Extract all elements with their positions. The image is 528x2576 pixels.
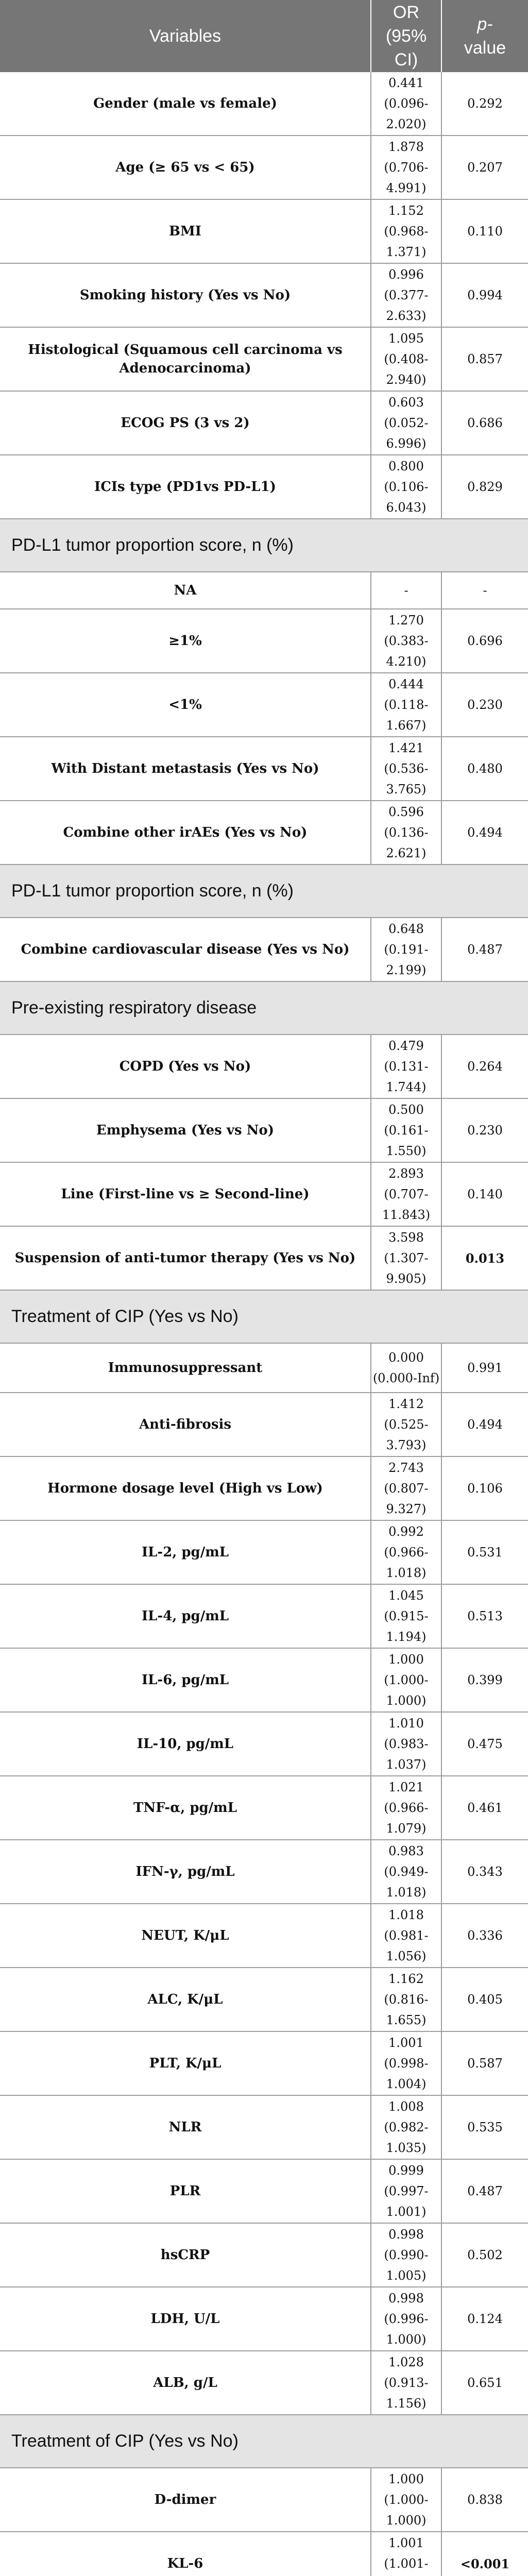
odds-ratio-value: 0.500 — [388, 1103, 424, 1117]
confidence-interval: (1.000-1.000) — [384, 2493, 429, 2528]
odds-ratio-value: 1.001 — [388, 2536, 424, 2550]
table-row — [0, 2095, 528, 2159]
odds-ratio-cell — [371, 572, 441, 609]
odds-ratio-value: 1.421 — [388, 741, 424, 755]
header-variables-label: Variables — [149, 26, 222, 46]
p-value: 0.535 — [441, 2095, 528, 2159]
header-variables — [0, 0, 371, 72]
variable-label: Gender (male vs female) — [0, 72, 371, 135]
confidence-interval: (0.191-2.199) — [384, 942, 429, 977]
odds-ratio-cell — [371, 1904, 441, 1968]
variable-label: PLT, K/μL — [0, 2031, 371, 2095]
odds-ratio-cell — [371, 455, 441, 519]
table-row — [0, 737, 528, 801]
odds-ratio-cell — [371, 1968, 441, 2031]
odds-ratio-value: 0.992 — [388, 1524, 424, 1539]
odds-ratio-value: 0.648 — [388, 922, 424, 936]
confidence-interval: (0.706-4.991) — [384, 160, 429, 195]
odds-ratio-cell — [371, 2031, 441, 2095]
header-value-label: value — [464, 38, 506, 58]
odds-ratio-value: 1.095 — [388, 331, 424, 346]
odds-ratio-value: 1.028 — [388, 2355, 424, 2369]
confidence-interval: (0.807-9.327) — [384, 1481, 429, 1516]
variable-label: IL-10, pg/mL — [0, 1712, 371, 1776]
variable-label: Smoking history (Yes vs No) — [0, 263, 371, 327]
odds-ratio-value: 0.479 — [388, 1039, 424, 1053]
p-value: 0.336 — [441, 1904, 528, 1968]
odds-ratio-value: 0.800 — [388, 459, 424, 473]
odds-ratio-cell — [371, 1456, 441, 1520]
odds-ratio-cell — [371, 1343, 441, 1393]
odds-ratio-value: 1.000 — [388, 2472, 424, 2486]
confidence-interval: (0.966-1.079) — [384, 1801, 429, 1836]
header-or-label: OR — [393, 3, 419, 22]
p-value: 0.106 — [441, 1456, 528, 1520]
odds-ratio-value: 0.441 — [388, 76, 424, 90]
confidence-interval: (1.001- — [384, 2556, 429, 2571]
confidence-interval: (0.536-3.765) — [384, 761, 429, 796]
variable-label: ECOG PS (3 vs 2) — [0, 391, 371, 455]
odds-ratio-value: 0.983 — [388, 1844, 424, 1858]
table-row — [0, 2159, 528, 2223]
table-row — [0, 2351, 528, 2415]
variable-label: BMI — [0, 199, 371, 263]
table-row — [0, 1776, 528, 1840]
odds-ratio-cell — [371, 918, 441, 981]
p-value: 0.230 — [441, 673, 528, 737]
table-row — [0, 391, 528, 455]
odds-ratio-value: 0.999 — [388, 2163, 424, 2178]
confidence-interval: (0.096-2.020) — [384, 96, 429, 131]
table-row — [0, 673, 528, 737]
section-title: Treatment of CIP (Yes vs No) — [0, 2415, 528, 2468]
table-row — [0, 572, 528, 609]
confidence-interval: (0.408-2.940) — [384, 352, 429, 387]
table-row — [0, 609, 528, 673]
variable-label: IL-2, pg/mL — [0, 1520, 371, 1584]
section-header-row — [0, 1290, 528, 1343]
table-row — [0, 1393, 528, 1456]
confidence-interval: (0.000-Inf) — [372, 1371, 440, 1385]
odds-ratio-value: 1.152 — [388, 204, 424, 218]
odds-ratio-cell — [371, 2223, 441, 2287]
header-ci-label: (95% CI) — [385, 26, 427, 70]
odds-ratio-value: 1.010 — [388, 1716, 424, 1731]
p-value: 0.399 — [441, 1648, 528, 1712]
table-row — [0, 2223, 528, 2287]
variable-label: <1% — [0, 673, 371, 737]
variable-label: Age (≥ 65 vs < 65) — [0, 135, 371, 199]
odds-ratio-cell — [371, 609, 441, 673]
header-or — [371, 0, 441, 72]
table-row — [0, 1968, 528, 2031]
odds-ratio-value: 1.412 — [388, 1397, 424, 1411]
odds-ratio-cell — [371, 1162, 441, 1226]
confidence-interval: (0.052-6.996) — [384, 416, 429, 451]
odds-ratio-cell — [371, 391, 441, 455]
confidence-interval: (1.307-9.905) — [384, 1251, 429, 1286]
table-row — [0, 1226, 528, 1290]
table-body — [0, 72, 528, 2576]
confidence-interval: (0.525-3.793) — [384, 1417, 429, 1452]
variable-label: NA — [0, 572, 371, 609]
header-p-label: p- — [477, 14, 493, 34]
confidence-interval: (1.000-1.000) — [384, 1673, 429, 1708]
odds-ratio-cell — [371, 1712, 441, 1776]
variable-label: Anti-fibrosis — [0, 1393, 371, 1456]
p-value: 0.587 — [441, 2031, 528, 2095]
odds-ratio-value: 1.000 — [388, 1652, 424, 1667]
table-row — [0, 1584, 528, 1648]
confidence-interval: (0.136-2.621) — [384, 825, 429, 860]
table-row — [0, 1520, 528, 1584]
odds-ratio-cell — [371, 1520, 441, 1584]
p-value: 0.292 — [441, 72, 528, 135]
odds-ratio-cell — [371, 801, 441, 865]
confidence-interval: (0.161-1.550) — [384, 1123, 429, 1158]
odds-ratio-value: - — [404, 583, 408, 598]
p-value: 0.124 — [441, 2287, 528, 2351]
odds-ratio-cell — [371, 2287, 441, 2351]
odds-ratio-value: 1.162 — [388, 1972, 424, 1986]
odds-ratio-cell — [371, 2095, 441, 2159]
odds-ratio-cell — [371, 199, 441, 263]
variable-label: With Distant metastasis (Yes vs No) — [0, 737, 371, 801]
odds-ratio-value: 0.596 — [388, 805, 424, 819]
table-row — [0, 918, 528, 981]
odds-ratio-cell — [371, 1584, 441, 1648]
table-row — [0, 135, 528, 199]
variable-label: Combine cardiovascular disease (Yes vs No) — [0, 918, 371, 981]
confidence-interval: (0.377-2.633) — [384, 288, 429, 323]
odds-ratio-value: 1.878 — [388, 140, 424, 154]
variable-label: COPD (Yes vs No) — [0, 1035, 371, 1098]
section-title: PD-L1 tumor proportion score, n (%) — [0, 865, 528, 918]
odds-ratio-value: 1.001 — [388, 2036, 424, 2050]
p-value: 0.230 — [441, 1098, 528, 1162]
variable-label: IL-4, pg/mL — [0, 1584, 371, 1648]
section-header-row — [0, 981, 528, 1035]
confidence-interval: (0.997-1.001) — [384, 2184, 429, 2219]
p-value: 0.207 — [441, 135, 528, 199]
p-value: 0.502 — [441, 2223, 528, 2287]
p-value: 0.686 — [441, 391, 528, 455]
variable-label: Emphysema (Yes vs No) — [0, 1098, 371, 1162]
p-value: 0.013 — [441, 1226, 528, 1290]
confidence-interval: (0.981-1.056) — [384, 1928, 429, 1963]
p-value: 0.405 — [441, 1968, 528, 2031]
odds-ratio-cell — [371, 737, 441, 801]
p-value: 0.838 — [441, 2468, 528, 2532]
confidence-interval: (0.996-1.000) — [384, 2312, 429, 2347]
variable-label: Suspension of anti-tumor therapy (Yes vs No) — [0, 1226, 371, 1290]
p-value: 0.494 — [441, 801, 528, 865]
odds-ratio-cell — [371, 1035, 441, 1098]
variable-label: ≥1% — [0, 609, 371, 673]
header-p-value — [441, 0, 528, 72]
table-row — [0, 263, 528, 327]
section-title: Pre-existing respiratory disease — [0, 981, 528, 1035]
variable-label: Line (First-line vs ≥ Second-line) — [0, 1162, 371, 1226]
table-row — [0, 327, 528, 391]
section-title: Treatment of CIP (Yes vs No) — [0, 1290, 528, 1343]
odds-ratio-value: 1.021 — [388, 1780, 424, 1794]
confidence-interval: (0.106-6.043) — [384, 480, 429, 515]
p-value: 0.531 — [441, 1520, 528, 1584]
odds-ratio-value: 0.603 — [388, 395, 424, 410]
odds-ratio-value: 1.270 — [388, 613, 424, 628]
variable-label: Combine other irAEs (Yes vs No) — [0, 801, 371, 865]
odds-ratio-cell — [371, 2532, 441, 2576]
odds-ratio-value: 0.444 — [388, 677, 424, 691]
section-header-row — [0, 865, 528, 918]
variable-label: D-dimer — [0, 2468, 371, 2532]
confidence-interval: (0.915-1.194) — [384, 1609, 429, 1644]
odds-ratio-cell — [371, 1226, 441, 1290]
variable-label: ALC, K/μL — [0, 1968, 371, 2031]
confidence-interval: (0.983-1.037) — [384, 1737, 429, 1772]
variable-label: ICIs type (PD1vs PD-L1) — [0, 455, 371, 519]
variable-label: ALB, g/L — [0, 2351, 371, 2415]
confidence-interval: (0.949-1.018) — [384, 1865, 429, 1900]
odds-ratio-value: 3.598 — [388, 1230, 424, 1245]
table-row — [0, 1840, 528, 1904]
confidence-interval: (0.816-1.655) — [384, 1992, 429, 2027]
table-row — [0, 1098, 528, 1162]
table-row — [0, 199, 528, 263]
p-value: 0.991 — [441, 1343, 528, 1393]
odds-ratio-value: 1.018 — [388, 1908, 424, 1922]
odds-ratio-cell — [371, 2351, 441, 2415]
odds-ratio-value: 2.893 — [388, 1166, 424, 1181]
section-header-row — [0, 519, 528, 572]
odds-ratio-cell — [371, 1648, 441, 1712]
table-row — [0, 1904, 528, 1968]
p-value: 0.651 — [441, 2351, 528, 2415]
variable-label: hsCRP — [0, 2223, 371, 2287]
table-row — [0, 455, 528, 519]
p-value: 0.264 — [441, 1035, 528, 1098]
odds-ratio-cell — [371, 2159, 441, 2223]
variable-label: Hormone dosage level (High vs Low) — [0, 1456, 371, 1520]
table-header — [0, 0, 528, 72]
p-value: 0.487 — [441, 918, 528, 981]
table-row — [0, 801, 528, 865]
section-header-row — [0, 2415, 528, 2468]
odds-ratio-value: 0.996 — [388, 267, 424, 282]
odds-ratio-cell — [371, 673, 441, 737]
confidence-interval: (0.968-1.371) — [384, 224, 429, 259]
variable-label: KL-6 — [0, 2532, 371, 2576]
odds-ratio-cell — [371, 1393, 441, 1456]
odds-ratio-cell — [371, 263, 441, 327]
p-value: 0.829 — [441, 455, 528, 519]
odds-ratio-cell — [371, 72, 441, 135]
p-value: 0.487 — [441, 2159, 528, 2223]
odds-ratio-value: 1.045 — [388, 1588, 424, 1603]
p-value: 0.513 — [441, 1584, 528, 1648]
confidence-interval: (0.998-1.004) — [384, 2056, 429, 2091]
variable-label: TNF-α, pg/mL — [0, 1776, 371, 1840]
table-row — [0, 1712, 528, 1776]
p-value: 0.857 — [441, 327, 528, 391]
confidence-interval: (0.990-1.005) — [384, 2248, 429, 2283]
table-row — [0, 2532, 528, 2576]
table-row — [0, 2287, 528, 2351]
odds-ratio-cell — [371, 1776, 441, 1840]
variable-label: PLR — [0, 2159, 371, 2223]
variable-label: Histological (Squamous cell carcinoma vs Adenocarcinoma) — [0, 327, 371, 391]
table-row — [0, 1035, 528, 1098]
confidence-interval: (0.982-1.035) — [384, 2120, 429, 2155]
table-row — [0, 1162, 528, 1226]
odds-ratio-cell — [371, 1098, 441, 1162]
confidence-interval: (0.707-11.843) — [382, 1187, 431, 1222]
p-value: 0.994 — [441, 263, 528, 327]
variable-label: LDH, U/L — [0, 2287, 371, 2351]
p-value: 0.343 — [441, 1840, 528, 1904]
variable-label: IL-6, pg/mL — [0, 1648, 371, 1712]
confidence-interval: (0.913-1.156) — [384, 2376, 429, 2411]
variable-label: NLR — [0, 2095, 371, 2159]
p-value: 0.461 — [441, 1776, 528, 1840]
odds-ratio-cell — [371, 1840, 441, 1904]
p-value: - — [441, 572, 528, 609]
p-value: 0.480 — [441, 737, 528, 801]
section-title: PD-L1 tumor proportion score, n (%) — [0, 519, 528, 572]
odds-ratio-value: 2.743 — [388, 1461, 424, 1475]
variable-label: Immunosuppressant — [0, 1343, 371, 1393]
p-value: 0.140 — [441, 1162, 528, 1226]
p-value: 0.696 — [441, 609, 528, 673]
table-row — [0, 1648, 528, 1712]
table-row — [0, 1343, 528, 1393]
confidence-interval: (0.118-1.667) — [384, 698, 429, 733]
odds-ratio-value: 0.998 — [388, 2227, 424, 2242]
odds-ratio-cell — [371, 327, 441, 391]
p-value: 0.494 — [441, 1393, 528, 1456]
odds-ratio-cell — [371, 2468, 441, 2532]
p-value: 0.110 — [441, 199, 528, 263]
confidence-interval: (0.966-1.018) — [384, 1545, 429, 1580]
table-row — [0, 72, 528, 135]
odds-ratio-cell — [371, 135, 441, 199]
odds-ratio-value: 1.008 — [388, 2099, 424, 2114]
table-row — [0, 1456, 528, 1520]
variable-label: IFN-γ, pg/mL — [0, 1840, 371, 1904]
table-row — [0, 2468, 528, 2532]
table-row — [0, 2031, 528, 2095]
p-value: 0.475 — [441, 1712, 528, 1776]
odds-ratio-value: 0.000 — [388, 1350, 424, 1365]
confidence-interval: (0.131-1.744) — [384, 1059, 429, 1094]
variable-label: NEUT, K/μL — [0, 1904, 371, 1968]
odds-ratio-value: 0.998 — [388, 2291, 424, 2306]
confidence-interval: (0.383-4.210) — [384, 634, 429, 669]
p-value: <0.001 — [441, 2532, 528, 2576]
